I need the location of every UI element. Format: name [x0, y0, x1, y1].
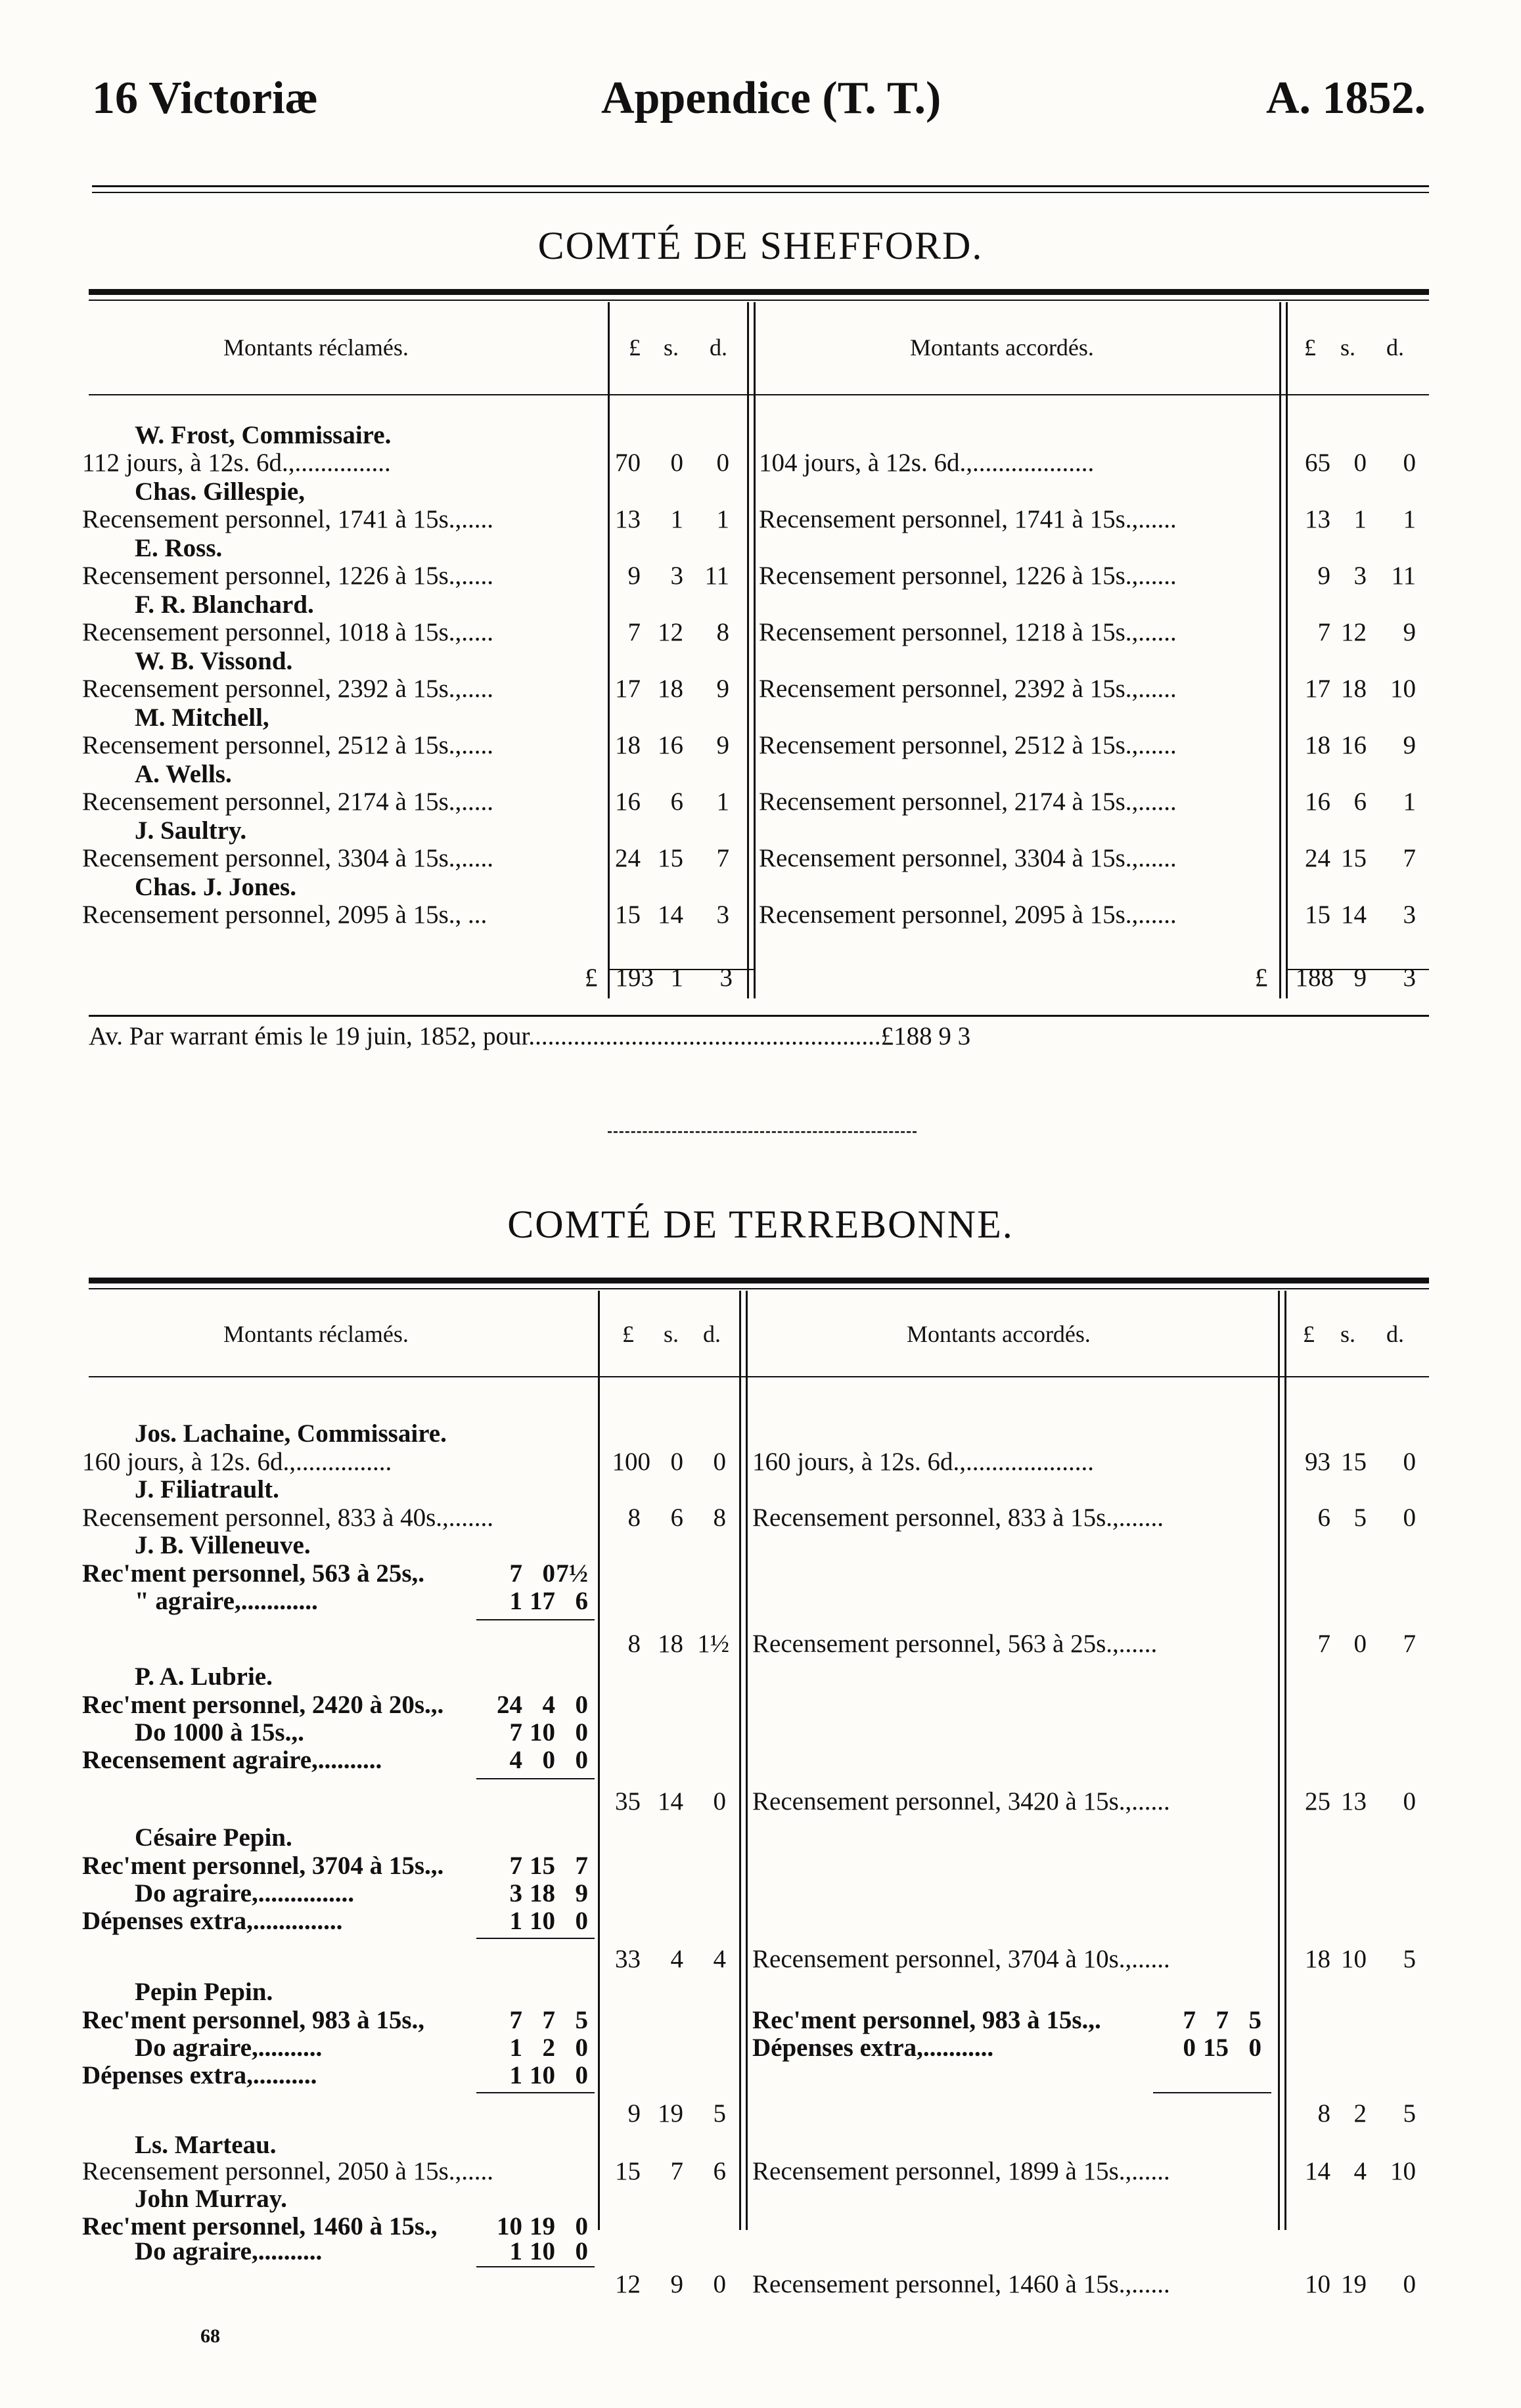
- sub-d: 0: [575, 2034, 588, 2062]
- claimed-l: 12: [615, 2270, 641, 2298]
- table-row: [82, 646, 1429, 702]
- granted-s: 13: [1341, 1787, 1367, 1816]
- subtotal-rule: [476, 2092, 595, 2093]
- granted-sub-d: 0: [1248, 2034, 1261, 2062]
- granted-line: 160 jours, à 12s. 6d.,....................: [752, 1448, 1094, 1476]
- claimed-d: 1: [716, 788, 729, 816]
- claimed-d: 1: [716, 505, 729, 533]
- sub-s: 10: [530, 2237, 555, 2265]
- col-header-pence: d.: [710, 334, 727, 361]
- table-row: [82, 816, 1429, 871]
- claimed-d: 1½: [697, 1630, 729, 1658]
- claimed-line: Rec'ment personnel, 563 à 25s,.: [82, 1559, 425, 1588]
- claimed-l: 9: [627, 562, 641, 590]
- sub-d: 5: [575, 2006, 588, 2034]
- granted-l: 18: [1305, 731, 1330, 759]
- granted-l: 7: [1317, 618, 1330, 646]
- claimed-line: Recensement personnel, 2392 à 15s.,.....: [82, 675, 494, 703]
- total-claimed-d: 3: [719, 964, 733, 992]
- table-row: [82, 759, 1429, 814]
- col-divider: [598, 1291, 600, 2230]
- claimed-d: 8: [713, 1504, 726, 1532]
- total-granted-l: 188: [1295, 964, 1334, 992]
- claimed-d: 5: [713, 2099, 726, 2128]
- col-divider: [1284, 1291, 1286, 2230]
- header-center: Appendice (T. T.): [601, 73, 942, 123]
- sub-d: 0: [575, 2061, 588, 2089]
- granted-s: 6: [1353, 788, 1367, 816]
- granted-sub-l: 0: [1183, 2034, 1196, 2062]
- claimed-line: Do agraire,..........: [135, 2237, 323, 2265]
- granted-d: 5: [1403, 1945, 1416, 1973]
- claimed-l: 7: [627, 618, 641, 646]
- claimed-line: Recensement personnel, 833 à 40s.,.......: [82, 1504, 494, 1532]
- claimed-l: 100: [612, 1448, 650, 1476]
- claimed-line: Dépenses extra,..........: [82, 2061, 317, 2089]
- table-row: [82, 703, 1429, 758]
- sub-l: 7: [509, 1852, 522, 1880]
- claimed-s: 16: [658, 731, 683, 759]
- granted-d: 0: [1403, 1448, 1416, 1476]
- granted-sub-s: 7: [1215, 2006, 1229, 2034]
- sub-l: 1: [509, 2034, 522, 2062]
- claimed-s: 4: [670, 1945, 683, 1973]
- claimed-s: 18: [658, 1630, 683, 1658]
- col-header-shillings: s.: [1340, 1321, 1356, 1347]
- claimed-line: Recensement personnel, 2512 à 15s.,.....: [82, 731, 494, 759]
- granted-d: 0: [1403, 1787, 1416, 1816]
- sub-l: 10: [497, 2212, 522, 2241]
- claimed-line: Recensement personnel, 1226 à 15s.,.....: [82, 562, 494, 590]
- claimed-line: Rec'ment personnel, 1460 à 15s.,: [82, 2212, 438, 2241]
- section-title-terrebonne: COMTÉ DE TERREBONNE.: [507, 1203, 1014, 1246]
- granted-sub-l: 7: [1183, 2006, 1196, 2034]
- granted-s: 4: [1353, 2157, 1367, 2185]
- sub-l: 1: [509, 2061, 522, 2089]
- granted-line: Recensement personnel, 1460 à 15s.,......: [752, 2270, 1170, 2298]
- table-row: [82, 590, 1429, 645]
- total-granted-d: 3: [1403, 964, 1416, 992]
- sub-s: 10: [530, 1907, 555, 1935]
- granted-l: 16: [1305, 788, 1330, 816]
- col-header-pence: d.: [1386, 334, 1404, 361]
- person-name: M. Mitchell,: [135, 703, 269, 732]
- granted-d: 0: [1403, 1504, 1416, 1532]
- col-divider: [746, 1291, 748, 2230]
- col-header-claimed: Montants réclamés.: [223, 1321, 409, 1347]
- person-name: Pepin Pepin.: [135, 1978, 273, 2006]
- sub-s: 15: [530, 1852, 555, 1880]
- subtotal-rule: [476, 2266, 595, 2267]
- granted-d: 7: [1403, 1630, 1416, 1658]
- claimed-line: 112 jours, à 12s. 6d.,...............: [82, 449, 391, 477]
- claimed-line: Recensement personnel, 2050 à 15s.,.....: [82, 2157, 494, 2185]
- granted-s: 5: [1353, 1504, 1367, 1532]
- claimed-line: Recensement personnel, 2095 à 15s., ...: [82, 901, 488, 929]
- granted-l: 65: [1305, 449, 1330, 477]
- claimed-line: Dépenses extra,..............: [82, 1907, 343, 1935]
- sub-l: 24: [497, 1691, 522, 1719]
- granted-d: 10: [1390, 675, 1416, 703]
- granted-line: Recensement personnel, 2392 à 15s.,......: [759, 675, 1177, 703]
- person-name: Chas. Gillespie,: [135, 478, 305, 506]
- total-sign: £: [1255, 964, 1268, 992]
- person-name: Jos. Lachaine, Commissaire.: [135, 1419, 447, 1448]
- claimed-d: 4: [713, 1945, 726, 1973]
- claimed-l: 8: [627, 1630, 641, 1658]
- table-row: [82, 477, 1429, 532]
- claimed-s: 14: [658, 1787, 683, 1816]
- granted-d: 9: [1403, 731, 1416, 759]
- warrant-rule: [89, 1015, 1429, 1017]
- granted-line: Recensement personnel, 2095 à 15s.,......: [759, 901, 1177, 929]
- table-head-rule: [89, 1376, 1429, 1377]
- terrebonne-table: [82, 1278, 1429, 2263]
- page-number: 68: [200, 2325, 220, 2347]
- sub-d: 7: [575, 1852, 588, 1880]
- claimed-s: 1: [670, 505, 683, 533]
- sub-l: 1: [509, 1907, 522, 1935]
- granted-sub-line: Dépenses extra,...........: [752, 2034, 994, 2062]
- person-name: John Murray.: [135, 2185, 287, 2213]
- sub-s: 18: [530, 1879, 555, 1907]
- granted-line: Recensement personnel, 1899 à 15s.,......: [752, 2157, 1170, 2185]
- granted-line: Recensement personnel, 1226 à 15s.,......: [759, 562, 1177, 590]
- claimed-line: Rec'ment personnel, 3704 à 15s.,.: [82, 1852, 444, 1880]
- sub-s: 10: [530, 1718, 555, 1747]
- header-rule: [92, 185, 1429, 187]
- claimed-line: Rec'ment personnel, 2420 à 20s.,.: [82, 1691, 444, 1719]
- sub-d: 0: [575, 2212, 588, 2241]
- claimed-l: 35: [615, 1787, 641, 1816]
- claimed-d: 6: [713, 2157, 726, 2185]
- total-claimed-l: 193: [615, 964, 654, 992]
- table-row: [82, 872, 1429, 927]
- granted-l: 6: [1317, 1504, 1330, 1532]
- granted-l: 14: [1305, 2157, 1330, 2185]
- granted-d: 9: [1403, 618, 1416, 646]
- sub-d: 7½: [556, 1559, 588, 1588]
- subtotal-rule: [1153, 2092, 1271, 2093]
- granted-l: 10: [1305, 2270, 1330, 2298]
- claimed-line: 160 jours, à 12s. 6d.,...............: [82, 1448, 392, 1476]
- granted-l: 25: [1305, 1787, 1330, 1816]
- col-divider: [739, 1291, 741, 2230]
- table-row: [82, 420, 1429, 476]
- warrant-line: Av. Par warrant émis le 19 juin, 1852, pour.......................................................£188 9 3: [89, 1022, 971, 1050]
- granted-d: 1: [1403, 788, 1416, 816]
- granted-l: 15: [1305, 901, 1330, 929]
- person-name: W. Frost, Commissaire.: [135, 421, 392, 449]
- sub-l: 1: [509, 1587, 522, 1615]
- granted-s: 19: [1341, 2270, 1367, 2298]
- sub-d: 0: [575, 1907, 588, 1935]
- subtotal-rule: [476, 1778, 595, 1779]
- person-name: F. R. Blanchard.: [135, 591, 314, 619]
- total-claimed-s: 1: [670, 964, 683, 992]
- table-head-rule: [89, 394, 1429, 395]
- section-separator: [608, 1131, 917, 1133]
- granted-l: 8: [1317, 2099, 1330, 2128]
- col-header-shillings: s.: [1340, 334, 1356, 361]
- person-name: Césaire Pepin.: [135, 1823, 292, 1852]
- claimed-l: 17: [615, 675, 641, 703]
- granted-d: 5: [1403, 2099, 1416, 2128]
- sub-d: 0: [575, 2237, 588, 2265]
- claimed-line: Recensement personnel, 3304 à 15s.,.....: [82, 844, 494, 872]
- granted-line: Recensement personnel, 3304 à 15s.,......: [759, 844, 1177, 872]
- claimed-l: 18: [615, 731, 641, 759]
- col-header-pounds: £: [1304, 334, 1316, 361]
- granted-line: Recensement personnel, 3704 à 10s.,......: [752, 1945, 1170, 1973]
- person-name: Chas. J. Jones.: [135, 873, 296, 901]
- sub-l: 7: [509, 1559, 522, 1588]
- person-name: J. Filiatrault.: [135, 1475, 279, 1504]
- granted-s: 0: [1353, 449, 1367, 477]
- total-granted-s: 9: [1353, 964, 1367, 992]
- sub-s: 0: [542, 1746, 555, 1774]
- claimed-d: 7: [716, 844, 729, 872]
- claimed-s: 6: [670, 788, 683, 816]
- granted-line: Recensement personnel, 3420 à 15s.,......: [752, 1787, 1170, 1816]
- table-row: [82, 533, 1429, 589]
- claimed-line: Do agraire,..........: [135, 2034, 323, 2062]
- claimed-line: Recensement personnel, 2174 à 15s.,.....: [82, 788, 494, 816]
- col-header-pence: d.: [703, 1321, 721, 1347]
- claimed-d: 9: [716, 675, 729, 703]
- claimed-d: 0: [716, 449, 729, 477]
- granted-s: 12: [1341, 618, 1367, 646]
- sub-d: 0: [575, 1746, 588, 1774]
- table-top-bar: [89, 289, 1429, 295]
- granted-d: 7: [1403, 844, 1416, 872]
- granted-line: Recensement personnel, 833 à 15s.,.......: [752, 1504, 1164, 1532]
- granted-line: Recensement personnel, 1218 à 15s.,......: [759, 618, 1177, 646]
- person-name: Ls. Marteau.: [135, 2131, 277, 2159]
- col-header-pounds: £: [622, 1321, 634, 1347]
- granted-s: 10: [1341, 1945, 1367, 1973]
- sub-s: 19: [530, 2212, 555, 2241]
- claimed-s: 12: [658, 618, 683, 646]
- claimed-l: 9: [627, 2099, 641, 2128]
- granted-l: 93: [1305, 1448, 1330, 1476]
- claimed-l: 70: [615, 449, 641, 477]
- granted-d: 3: [1403, 901, 1416, 929]
- granted-line: Recensement personnel, 2174 à 15s.,......: [759, 788, 1177, 816]
- sub-l: 4: [509, 1746, 522, 1774]
- table-top-bar-thin: [89, 1288, 1429, 1289]
- col-header-granted: Montants accordés.: [910, 334, 1094, 361]
- claimed-l: 24: [615, 844, 641, 872]
- header-left: 16 Victoriæ: [92, 73, 319, 123]
- claimed-line: Recensement agraire,..........: [82, 1746, 382, 1774]
- sub-l: 7: [509, 2006, 522, 2034]
- claimed-line: Rec'ment personnel, 983 à 15s.,: [82, 2006, 425, 2034]
- claimed-line: Recensement personnel, 1741 à 15s.,.....: [82, 505, 494, 533]
- granted-s: 3: [1353, 562, 1367, 590]
- person-name: E. Ross.: [135, 534, 223, 562]
- person-name: A. Wells.: [135, 760, 232, 788]
- claimed-d: 8: [716, 618, 729, 646]
- granted-l: 9: [1317, 562, 1330, 590]
- claimed-d: 9: [716, 731, 729, 759]
- claimed-line: " agraire,............: [135, 1587, 318, 1615]
- claimed-line: Do agraire,...............: [135, 1879, 354, 1907]
- claimed-l: 13: [615, 505, 641, 533]
- claimed-d: 0: [713, 1787, 726, 1816]
- sub-s: 0: [542, 1559, 555, 1588]
- granted-s: 18: [1341, 675, 1367, 703]
- granted-s: 15: [1341, 844, 1367, 872]
- col-header-pounds: £: [629, 334, 641, 361]
- sub-d: 0: [575, 1718, 588, 1747]
- col-header-pence: d.: [1386, 1321, 1404, 1347]
- total-sign: £: [585, 964, 598, 992]
- shefford-table: [82, 289, 1429, 1044]
- claimed-s: 9: [670, 2270, 683, 2298]
- sub-s: 17: [530, 1587, 555, 1615]
- person-name: J. B. Villeneuve.: [135, 1531, 311, 1559]
- granted-d: 10: [1390, 2157, 1416, 2185]
- sub-d: 0: [575, 1691, 588, 1719]
- granted-s: 16: [1341, 731, 1367, 759]
- granted-line: Recensement personnel, 1741 à 15s.,......: [759, 505, 1177, 533]
- col-header-granted: Montants accordés.: [907, 1321, 1091, 1347]
- granted-d: 0: [1403, 449, 1416, 477]
- granted-s: 1: [1353, 505, 1367, 533]
- claimed-d: 3: [716, 901, 729, 929]
- granted-sub-d: 5: [1248, 2006, 1261, 2034]
- claimed-l: 16: [615, 788, 641, 816]
- claimed-s: 7: [670, 2157, 683, 2185]
- granted-s: 0: [1353, 1630, 1367, 1658]
- header-rule-2: [92, 192, 1429, 193]
- col-header-shillings: s.: [664, 334, 679, 361]
- sub-d: 6: [575, 1587, 588, 1615]
- claimed-l: 8: [627, 1504, 641, 1532]
- claimed-s: 0: [670, 1448, 683, 1476]
- sub-s: 7: [542, 2006, 555, 2034]
- granted-s: 2: [1353, 2099, 1367, 2128]
- claimed-l: 15: [615, 901, 641, 929]
- claimed-s: 19: [658, 2099, 683, 2128]
- granted-sub-s: 15: [1203, 2034, 1229, 2062]
- claimed-d: 0: [713, 2270, 726, 2298]
- granted-d: 11: [1391, 562, 1416, 590]
- claimed-l: 33: [615, 1945, 641, 1973]
- person-name: J. Saultry.: [135, 816, 247, 845]
- claimed-s: 6: [670, 1504, 683, 1532]
- granted-d: 1: [1403, 505, 1416, 533]
- col-header-shillings: s.: [664, 1321, 679, 1347]
- granted-s: 15: [1341, 1448, 1367, 1476]
- sub-l: 1: [509, 2237, 522, 2265]
- granted-s: 14: [1341, 901, 1367, 929]
- col-divider: [1278, 1291, 1280, 2230]
- subtotal-rule: [476, 1938, 595, 1939]
- claimed-d: 0: [713, 1448, 726, 1476]
- granted-line: Recensement personnel, 563 à 25s.,......: [752, 1630, 1158, 1658]
- granted-l: 18: [1305, 1945, 1330, 1973]
- granted-l: 24: [1305, 844, 1330, 872]
- subtotal-rule: [476, 1619, 595, 1620]
- granted-l: 17: [1305, 675, 1330, 703]
- claimed-s: 14: [658, 901, 683, 929]
- claimed-s: 18: [658, 675, 683, 703]
- granted-d: 0: [1403, 2270, 1416, 2298]
- table-top-bar-thin: [89, 300, 1429, 301]
- header-right: A. 1852.: [1265, 73, 1426, 123]
- claimed-l: 15: [615, 2157, 641, 2185]
- person-name: W. B. Vissond.: [135, 647, 293, 675]
- granted-sub-line: Rec'ment personnel, 983 à 15s.,.: [752, 2006, 1101, 2034]
- col-header-pounds: £: [1303, 1321, 1315, 1347]
- claimed-line: Recensement personnel, 1018 à 15s.,.....: [82, 618, 494, 646]
- granted-line: 104 jours, à 12s. 6d.,...................: [759, 449, 1095, 477]
- table-top-bar: [89, 1278, 1429, 1283]
- sub-s: 10: [530, 2061, 555, 2089]
- claimed-s: 0: [670, 449, 683, 477]
- section-title-shefford: COMTÉ DE SHEFFORD.: [537, 224, 984, 267]
- sub-l: 7: [509, 1718, 522, 1747]
- claimed-s: 15: [658, 844, 683, 872]
- sub-s: 4: [542, 1691, 555, 1719]
- claimed-line: Do 1000 à 15s.,.: [135, 1718, 304, 1747]
- col-header-claimed: Montants réclamés.: [223, 334, 409, 361]
- granted-l: 7: [1317, 1630, 1330, 1658]
- claimed-s: 3: [670, 562, 683, 590]
- person-name: P. A. Lubrie.: [135, 1662, 273, 1691]
- granted-line: Recensement personnel, 2512 à 15s.,......: [759, 731, 1177, 759]
- granted-l: 13: [1305, 505, 1330, 533]
- sub-d: 9: [575, 1879, 588, 1907]
- sub-s: 2: [542, 2034, 555, 2062]
- claimed-d: 11: [704, 562, 729, 590]
- sub-l: 3: [509, 1879, 522, 1907]
